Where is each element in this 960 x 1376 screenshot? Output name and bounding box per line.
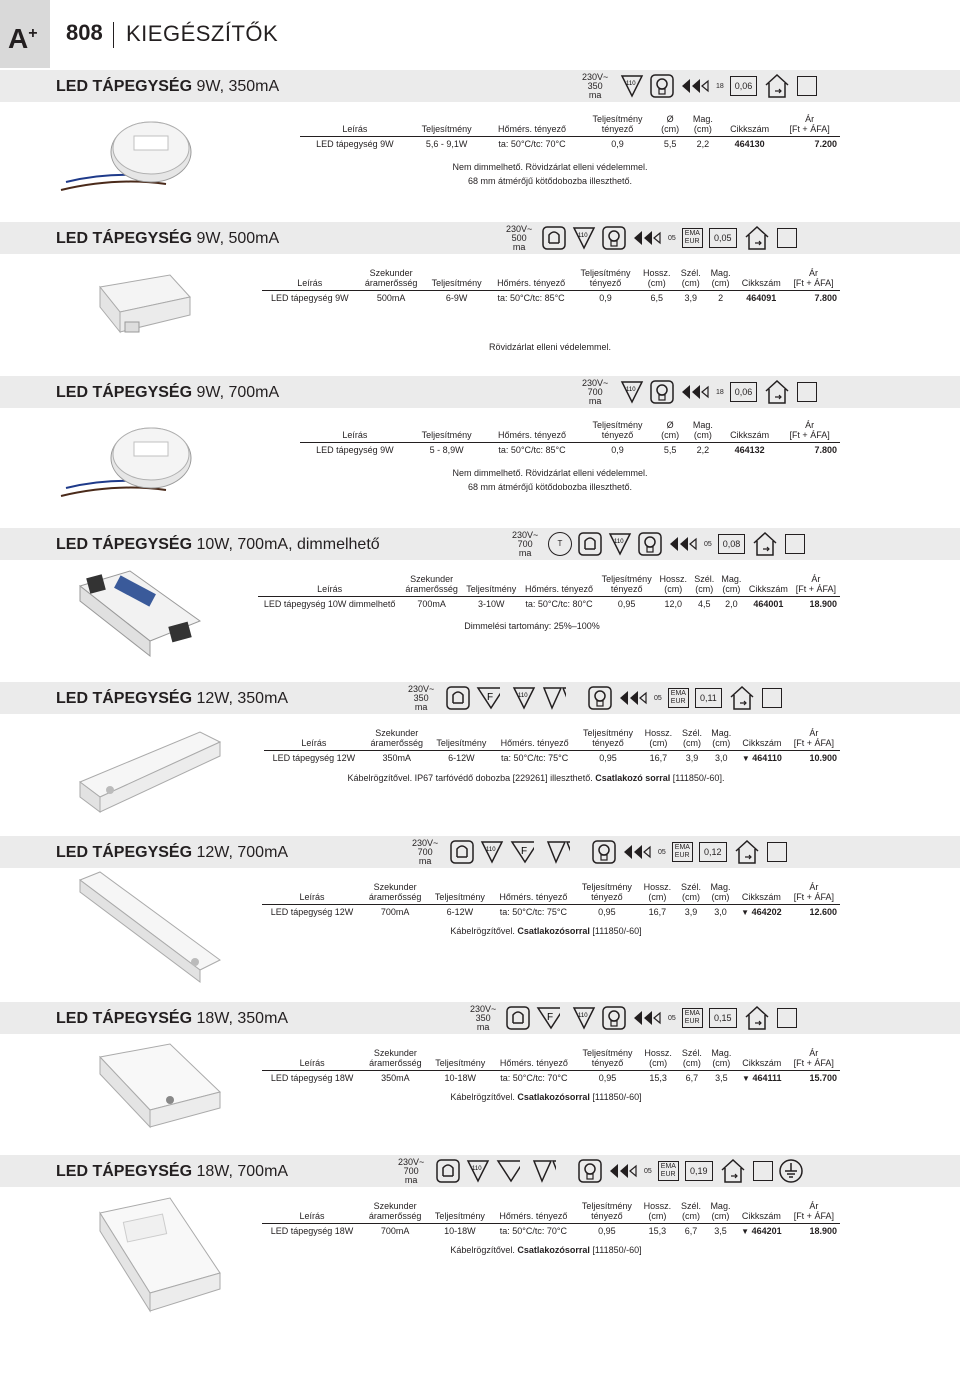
section-notes: Kábelrögzítővel. Csatlakozósorral [111850/-60] [450,1245,642,1255]
table-row: LED tápegység 12W 350mA 6-12W ta: 50°C/tc: 75°C 0,95 16,7 3,9 3,0 ▼ 464110 10.900 [272,753,837,763]
catalog-tab: A+ [0,0,50,68]
svg-text:F: F [547,1012,554,1023]
luminaire-icon [450,840,474,864]
section-title: LED TÁPEGYSÉG 12W, 700mA [56,844,289,861]
electrical-specs: 230V~ 350 ma [470,1004,497,1032]
table-row: LED tápegység 18W 350mA 10-18W ta: 50°C/tc: 70°C 0,95 15,3 6,7 3,5 ▼ 464111 15.700 [270,1073,837,1083]
f-mark-icon [510,840,540,864]
product-image-long-driver [70,722,230,817]
lamp-icon [588,686,612,710]
new-product-marker: ▼ [741,1227,750,1236]
lamp-icon [578,1159,602,1183]
section-9w-700ma [0,376,960,511]
ema-eur-badge: EMA EUR [668,688,689,708]
section-notes: Nem dimmelhető. Rövidzárlat elleni védelemmel. 68 mm átmérőjű kötődobozba illeszthető. [452,468,648,492]
product-image-wide-driver [80,1193,230,1323]
luminaire-icon [578,532,602,556]
energy-arrows-icon [632,1008,662,1028]
weight-badge: 0,12 [699,842,727,862]
spec-table: Leírás Szekunder áramerősség Teljesítmény Hőmérs. tényező Teljesítmény tényező Hossz. (cm) Szél. (cm) Mag. (cm) Cikkszám Ár [Ft + ÁFA] LED tápegység 12W 350mA 6-12W ta: 50°C/tc: 75°C 0,95 16,7 3,9 3,0 ▼ 464110 10.900 [264,728,840,766]
spec-table: Leírás Szekunder áramerősség Teljesítmény Hőmérs. tényező Teljesítmény tényező Hossz. (cm) Szél. (cm) Mag. (cm) Cikkszám Ár [Ft + ÁFA] LED tápegység 18W 700mA 10-18W ta: 50°C/tc: 70°C 0,95 15,3 6,7 3,5 ▼ 464201 18.900 [262,1201,840,1239]
section-title: LED TÁPEGYSÉG 10W, 700mA, dimmelhető [56,536,380,553]
icon-row [506,1002,797,1034]
dimmable-icon: T [548,532,572,556]
lamp-icon [602,226,626,250]
insulation-class-icon [572,1006,596,1030]
icon-row [620,376,817,408]
col-temp: Hőmérs. tényező [483,114,580,137]
lamp-icon [650,74,674,98]
energy-class-label: 18 [716,82,724,90]
spec-table [300,114,840,152]
luminaire-icon [506,1006,530,1030]
spec-table: Leírás Szekunder áramerősség Teljesítmény Hőmérs. tényező Teljesítmény tényező Hossz. (cm) Szél. (cm) Mag. (cm) Cikkszám Ár [Ft + ÁFA] LED tápegység 9W 500mA 6-9W ta: 50°C/tc: 85°C 0,9 6,5 3,9 2 464091 7.800 [262,268,840,306]
spec-table: Leírás Szekunder áramerősség Teljesítmény Hőmérs. tényező Teljesítmény tényező Hossz. (cm) Szél. (cm) Mag. (cm) Cikkszám Ár [Ft + ÁFA] LED tápegység 18W 350mA 10-18W ta: 50°C/tc: 70°C 0,95 15,3 6,7 3,5 ▼ 464111 15.700 [262,1048,840,1086]
indoor-use-icon [733,838,761,866]
col-code: Cikkszám [720,114,779,137]
mm-mark-icon [542,686,582,710]
energy-class-label: 05 [704,540,712,548]
svg-text:F: F [487,692,494,703]
insulation-class-icon [620,74,644,98]
insulation-class-label: 110 [472,1166,482,1172]
section-title: LED TÁPEGYSÉG 9W, 350mA [56,78,280,95]
lamp-icon [650,380,674,404]
energy-class-label: 05 [654,694,662,702]
f-mark-icon [476,686,506,710]
icon-row [446,682,782,714]
energy-class-label: 05 [668,234,676,242]
section-9w-350ma [0,70,960,205]
new-product-marker: ▼ [741,754,750,763]
class-ii-icon [753,1161,773,1181]
section-notes: Kábelrögzítővel. Csatlakozósorral [111850/-60] [450,1092,642,1102]
electrical-specs: 230V~ 350 ma [582,72,609,100]
class-ii-icon [767,842,787,862]
luminaire-icon [542,226,566,250]
weight-badge: 0,06 [730,76,758,96]
class-ii-icon [777,1008,797,1028]
energy-arrows-icon [618,688,648,708]
weight-badge: 0,06 [730,382,758,402]
energy-class-label: 05 [668,1014,676,1022]
icon-row [620,70,817,102]
energy-arrows-icon [622,842,652,862]
svg-text:F: F [521,846,528,857]
insulation-class-label: 110 [578,1013,588,1019]
energy-arrows-icon [668,534,698,554]
spec-table: Leírás Szekunder áramerősség Teljesítmény Hőmérs. tényező Teljesítmény tényező Hossz. (cm) Szél. (cm) Mag. (cm) Cikkszám Ár [Ft + ÁFA] LED tápegység 12W 700mA 6-12W ta: 50°C/tc: 75°C 0,95 16,7 3,9 3,0 ▼ 464202 12.600 [262,882,840,920]
energy-class-label: 05 [644,1167,652,1175]
weight-badge: 0,05 [709,228,737,248]
table-row: LED tápegység 10W dimmelhető 700mA 3-10W ta: 50°C/tc: 80°C 0,95 12,0 4,5 2,0 464001 18.900 [263,599,837,609]
product-image-dimmable-driver [70,566,210,661]
icon-row [542,222,797,254]
section-18w-350ma [0,1002,960,1147]
electrical-specs: 230V~ 500 ma [506,224,533,252]
section-10w-700ma-dimmable [0,528,960,668]
indoor-use-icon [743,224,771,252]
class-ii-icon [762,688,782,708]
col-dia: Ø (cm) [654,114,686,137]
class-ii-icon [785,534,805,554]
indoor-use-icon [763,72,791,100]
insulation-class-label: 110 [614,539,624,545]
electrical-specs: 230V~ 700 ma [512,530,539,558]
new-product-marker: ▼ [741,908,750,917]
insulation-class-label: 110 [486,847,496,853]
section-9w-500ma [0,222,960,362]
col-price: Ár [Ft + ÁFA] [779,114,840,137]
insulation-class-icon [466,1159,490,1183]
section-notes: Rövidzárlat elleni védelemmel. [488,342,612,352]
insulation-class-label: 110 [518,693,528,699]
insulation-class-icon [608,532,632,556]
section-notes: Dimmelési tartomány: 25%–100% [464,621,600,631]
energy-class-label: 05 [658,848,666,856]
section-18w-700ma [0,1155,960,1370]
f-mark-icon [536,1006,566,1030]
spec-table: Leírás Teljesítmény Hőmérs. tényező Teljesítmény tényező Ø (cm) Mag. (cm) Cikkszám Ár [Ft + ÁFA] LED tápegység 9W 5 - 8,9W ta: 50°C/tc: 85°C 0,9 5,5 2,2 464132 7.800 [300,420,840,458]
icon-row [548,528,805,560]
energy-arrows-icon [608,1161,638,1181]
indoor-use-icon [743,1004,771,1032]
product-image-round-driver [56,418,206,508]
energy-arrows-icon [680,382,710,402]
table-row: LED tápegység 12W 700mA 6-12W ta: 50°C/tc: 75°C 0,95 16,7 3,9 3,0 ▼ 464202 12.600 [270,907,837,917]
section-12w-350ma [0,682,960,822]
col-pf: Teljesítmény tényező [581,114,655,137]
insulation-class-icon [480,840,504,864]
weight-badge: 0,15 [709,1008,737,1028]
electrical-specs: 230V~ 700 ma [398,1157,425,1185]
weight-badge: 0,19 [685,1161,713,1181]
ema-eur-badge: EMA EUR [682,1008,703,1028]
page-header [0,0,960,68]
icon-row [436,1155,803,1187]
table-row: LED tápegység 9W 5,6 - 9,1W ta: 50°C/tc: 70°C 0,9 5,5 2,2 464130 7.200 [316,139,837,149]
table-row: LED tápegység 18W 700mA 10-18W ta: 50°C/tc: 70°C 0,95 15,3 6,7 3,5 ▼ 464201 18.900 [270,1226,837,1236]
luminaire-icon [436,1159,460,1183]
electrical-specs: 230V~ 700 ma [412,838,439,866]
product-image-round-driver [56,112,206,202]
class-ii-icon [797,76,817,96]
lamp-icon [602,1006,626,1030]
spec-table: Leírás Szekunder áramerősség Teljesítmény Hőmérs. tényező Teljesítmény tényező Hossz. (cm) Szél. (cm) Mag. (cm) Cikkszám Ár [Ft + ÁFA] LED tápegység 10W dimmelhető 700mA 3-10W ta: 50°C/tc: 80°C 0,95 12,0 4,5 2,0 464001 18.900 [258,574,840,612]
section-title: LED TÁPEGYSÉG 9W, 700mA [56,384,280,401]
section-title: LED TÁPEGYSÉG 12W, 350mA [56,690,289,707]
luminaire-icon [446,686,470,710]
ema-eur-badge: EMA EUR [672,842,693,862]
mm-mark-icon [546,840,586,864]
product-image-box-driver [90,267,200,347]
section-title: LED TÁPEGYSÉG 18W, 700mA [56,1163,289,1180]
table-row: LED tápegység 9W 500mA 6-9W ta: 50°C/tc: 85°C 0,9 6,5 3,9 2 464091 7.800 [271,293,837,303]
energy-class-label: 18 [716,388,724,396]
weight-badge: 0,11 [695,688,722,708]
insulation-class-label: 110 [626,81,636,87]
product-image-long-driver [60,870,230,985]
insulation-class-label: 110 [626,387,636,393]
insulation-class-icon [620,380,644,404]
section-title: LED TÁPEGYSÉG 9W, 500mA [56,230,280,247]
col-hgt: Mag. (cm) [686,114,720,137]
insulation-class-icon [512,686,536,710]
electrical-specs: 230V~ 700 ma [582,378,609,406]
header-divider [113,22,114,48]
ema-eur-badge: EMA EUR [658,1161,679,1181]
section-notes: Nem dimmelhető. Rövidzárlat elleni védelemmel. 68 mm átmérőjű kötődobozba illeszthető. [452,162,648,186]
section-12w-700ma [0,836,960,986]
class-ii-icon [777,228,797,248]
col-desc: Leírás [300,114,410,137]
insulation-class-label: 110 [578,233,588,239]
section-title: LED TÁPEGYSÉG 18W, 350mA [56,1010,289,1027]
indoor-use-icon [763,378,791,406]
new-product-marker: ▼ [742,1074,750,1083]
ema-eur-badge: EMA EUR [682,228,703,248]
energy-arrows-icon [632,228,662,248]
page-title: KIEGÉSZÍTŐK [126,21,279,46]
lamp-icon [592,840,616,864]
col-power: Teljesítmény [410,114,484,137]
energy-arrows-icon [680,76,710,96]
electrical-specs: 230V~ 350 ma [408,684,435,712]
section-notes: Kábelrögzítővel. IP67 tarfóvédő dobozba [229261] illeszthető. Csatlakozó sorral [111850/-60]. [347,773,725,783]
insulation-class-icon [572,226,596,250]
indoor-use-icon [751,530,779,558]
table-row: LED tápegység 9W 5 - 8,9W ta: 50°C/tc: 85°C 0,9 5,5 2,2 464132 7.800 [316,445,837,455]
lamp-icon [638,532,662,556]
icon-row [450,836,787,868]
product-image-wide-driver [80,1042,230,1142]
class-ii-icon [797,382,817,402]
f-mark-icon [496,1159,526,1183]
earth-ground-icon [779,1159,803,1183]
section-notes: Kábelrögzítővel. Csatlakozósorral [111850/-60] [450,926,642,936]
indoor-use-icon [728,684,756,712]
mm-mark-icon [532,1159,572,1183]
page-number: 808 [66,20,103,45]
indoor-use-icon [719,1157,747,1185]
weight-badge: 0,08 [718,534,746,554]
